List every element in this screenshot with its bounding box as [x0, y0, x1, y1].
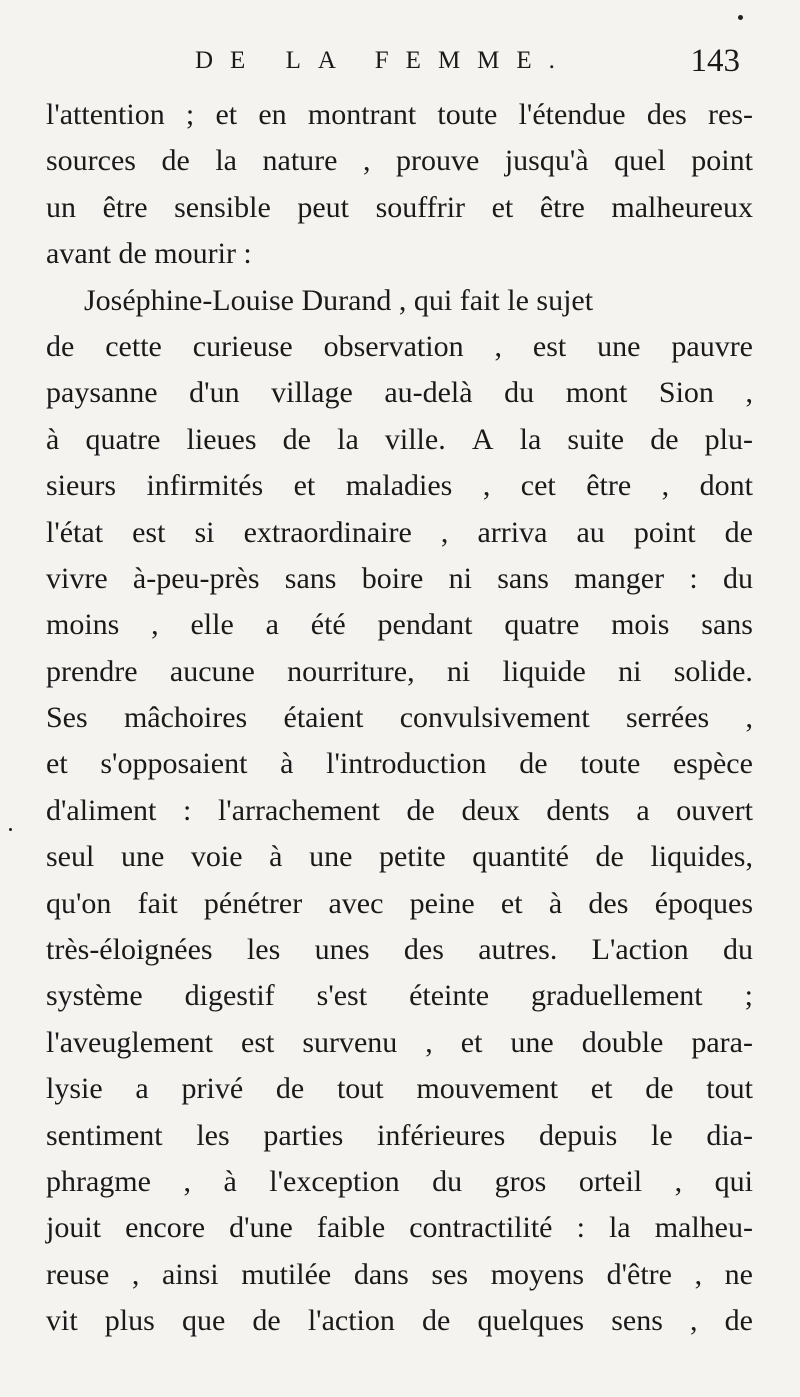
text-line: avant de mourir : — [46, 237, 252, 271]
text-line — [46, 741, 753, 787]
word: l'arrachement — [217, 793, 380, 827]
word: de — [724, 1304, 753, 1338]
word: gros — [494, 1164, 547, 1198]
word: dents — [546, 793, 610, 827]
word: parties — [263, 1118, 344, 1152]
word: jouit — [46, 1211, 102, 1245]
word: à-peu-près — [132, 561, 260, 595]
word: : — [689, 561, 698, 595]
word: de — [645, 1072, 674, 1106]
word: , — [690, 1304, 698, 1338]
word: malheu- — [654, 1211, 753, 1245]
word: sans — [284, 561, 337, 595]
text-line — [46, 1298, 753, 1344]
word: ville. — [384, 422, 446, 456]
word: ni — [618, 654, 642, 688]
word: que — [181, 1304, 226, 1338]
word: qu'on — [46, 886, 112, 920]
word: prouve — [396, 144, 480, 178]
word: dia- — [706, 1118, 753, 1152]
word: et — [590, 1072, 613, 1106]
word: prendre — [46, 654, 138, 688]
word: pénétrer — [203, 886, 303, 920]
word: quatre — [85, 422, 161, 456]
word: et — [293, 469, 316, 503]
word: nature — [262, 144, 338, 178]
word: , — [131, 1257, 140, 1291]
word: plu- — [704, 422, 753, 456]
word: , — [745, 376, 753, 410]
word: à — [269, 840, 283, 874]
word: quantité — [472, 840, 569, 874]
word: éteinte — [409, 979, 490, 1013]
word: , — [440, 515, 449, 549]
word: Sion — [658, 376, 714, 410]
word: peine — [409, 886, 475, 920]
word: qui — [714, 1164, 753, 1198]
word: s'opposaient — [100, 747, 248, 781]
word: , — [425, 1025, 433, 1059]
word: s'est — [316, 979, 368, 1013]
word: convulsivement — [399, 701, 590, 735]
word: quelques — [477, 1304, 585, 1338]
word: d'une — [229, 1211, 293, 1245]
word: contractilité — [409, 1211, 553, 1245]
word: solide. — [673, 654, 753, 688]
running-head: DE LA FEMME. — [195, 47, 572, 74]
word: a — [636, 793, 650, 827]
word: toute — [437, 98, 498, 131]
word: , — [694, 1257, 703, 1291]
word: mutilée — [241, 1257, 332, 1291]
word: de — [724, 515, 753, 549]
text-line — [46, 417, 753, 463]
word: du — [722, 933, 753, 967]
word: système — [46, 979, 143, 1013]
word: est — [241, 1025, 275, 1059]
word: , — [151, 608, 159, 642]
word: liquides, — [650, 840, 753, 874]
word: elle — [190, 608, 234, 642]
word: , — [183, 1164, 191, 1198]
word: la — [519, 422, 542, 456]
word: à — [548, 886, 563, 920]
word: de — [46, 329, 75, 363]
word: l'attention — [46, 98, 165, 131]
word: sieurs — [46, 469, 116, 503]
word: para- — [691, 1025, 753, 1059]
word: au-delà — [384, 376, 473, 410]
word: sentiment — [46, 1118, 163, 1152]
word: sensible — [174, 190, 271, 224]
word: et — [215, 98, 238, 131]
word: cet — [520, 469, 556, 503]
word: être — [586, 469, 632, 503]
word: du — [723, 561, 753, 595]
text-line — [46, 1159, 753, 1205]
word: quel — [614, 144, 666, 178]
word: mois — [611, 608, 670, 642]
word: la — [608, 1211, 631, 1245]
word: inférieures — [377, 1118, 506, 1152]
word: de — [519, 747, 548, 781]
text-line — [46, 788, 753, 834]
ink-speck — [9, 828, 12, 831]
text-line — [46, 370, 753, 416]
word: , — [745, 701, 753, 735]
word: survenu — [302, 1025, 398, 1059]
word: mâchoires — [123, 701, 248, 735]
word: le — [650, 1118, 673, 1152]
word: res- — [708, 98, 753, 131]
word: observation — [323, 329, 464, 363]
word: cette — [105, 329, 162, 363]
word: a — [265, 608, 279, 642]
ink-speck — [738, 15, 743, 20]
word: dans — [353, 1257, 409, 1291]
word: point — [633, 515, 696, 549]
word: dont — [699, 469, 753, 503]
word: et — [500, 886, 523, 920]
word: autres. — [478, 933, 558, 967]
word: de — [252, 1304, 281, 1338]
word: infirmités — [146, 469, 264, 503]
word: reuse — [46, 1257, 110, 1291]
word: ne — [724, 1257, 753, 1291]
word: sans — [701, 608, 753, 642]
word: ni — [446, 654, 471, 688]
word: souffrir — [375, 190, 466, 224]
text-line — [46, 973, 753, 1019]
word: et — [46, 747, 68, 781]
word: maladies — [345, 469, 453, 503]
word: une — [309, 840, 353, 874]
text-line — [46, 138, 753, 184]
word: être — [102, 190, 148, 224]
body-text — [46, 92, 753, 1345]
text-line — [46, 695, 753, 741]
word: pauvre — [671, 329, 753, 363]
text-line — [46, 185, 753, 231]
word: l'aveuglement — [46, 1025, 214, 1059]
word: au — [576, 515, 605, 549]
word: unes — [314, 933, 370, 967]
word: graduellement — [531, 979, 703, 1013]
word: moins — [46, 608, 120, 642]
word: phragme — [46, 1164, 151, 1198]
word: la — [215, 144, 237, 178]
word: un — [46, 190, 76, 224]
word: encore — [125, 1211, 206, 1245]
word: à — [280, 747, 294, 781]
word: : — [576, 1211, 585, 1245]
word: moyens — [490, 1257, 585, 1291]
text-line — [46, 1020, 753, 1066]
word: serrées — [625, 701, 710, 735]
word: faible — [316, 1211, 386, 1245]
word: liquide — [502, 654, 586, 688]
word: être — [539, 190, 585, 224]
word: sans — [497, 561, 549, 595]
text-line — [46, 1113, 753, 1159]
word: suite — [567, 422, 625, 456]
word: double — [581, 1025, 664, 1059]
word: privé — [181, 1072, 244, 1106]
word: à — [46, 422, 60, 456]
text-line — [46, 556, 753, 602]
word: depuis — [538, 1118, 618, 1152]
word: mouvement — [416, 1072, 559, 1106]
word: des — [646, 98, 687, 131]
word: vit — [46, 1304, 78, 1338]
word: à — [223, 1164, 237, 1198]
word: aucune — [169, 654, 255, 688]
word: point — [691, 144, 753, 178]
word: des — [403, 933, 444, 967]
text-line — [46, 92, 753, 138]
word: , — [661, 469, 670, 503]
word: ouvert — [676, 793, 753, 827]
text-line — [46, 510, 753, 556]
word: et — [491, 190, 514, 224]
word: digestif — [184, 979, 275, 1013]
word: seul — [46, 840, 95, 874]
word: petite — [379, 840, 446, 874]
word: village — [271, 376, 353, 410]
word: pendant — [377, 608, 473, 642]
word: orteil — [578, 1164, 643, 1198]
word: voie — [190, 840, 243, 874]
word: quatre — [504, 608, 580, 642]
word: deux — [461, 793, 520, 827]
word: sens — [611, 1304, 663, 1338]
word: une — [510, 1025, 554, 1059]
word: malheureux — [611, 190, 753, 224]
word: est — [132, 515, 166, 549]
word: d'être — [606, 1257, 672, 1291]
paragraph-start-line: Joséphine-Louise Durand , qui fait le sujet — [84, 283, 594, 317]
word: lieues — [186, 422, 257, 456]
word: de — [595, 840, 624, 874]
word: , — [363, 144, 371, 178]
word: vivre — [46, 561, 108, 595]
word: a — [135, 1072, 149, 1106]
word: les — [196, 1118, 230, 1152]
word: étaient — [283, 701, 364, 735]
word: L'action — [591, 933, 689, 967]
word: une — [597, 329, 641, 363]
word: , — [674, 1164, 683, 1198]
word: et — [460, 1025, 483, 1059]
word: l'état — [46, 515, 104, 549]
word: ni — [448, 561, 472, 595]
page-number: 143 — [690, 43, 740, 79]
text-line — [46, 1066, 753, 1112]
word: toute — [580, 747, 641, 781]
word: les — [246, 933, 281, 967]
word: nourriture, — [287, 654, 415, 688]
word: d'un — [189, 376, 240, 410]
word: de — [422, 1304, 451, 1338]
word: , — [482, 469, 491, 503]
word: une — [120, 840, 165, 874]
word: peut — [297, 190, 350, 224]
text-line — [46, 324, 753, 370]
word: du — [504, 376, 535, 410]
word: la — [337, 422, 359, 456]
word: extraordinaire — [243, 515, 412, 549]
word: montrant — [307, 98, 417, 131]
word: tout — [706, 1072, 753, 1106]
text-line — [46, 1205, 753, 1251]
word: lysie — [46, 1072, 103, 1106]
word: des — [588, 886, 629, 920]
word: jusqu'à — [504, 144, 589, 178]
word: l'étendue — [518, 98, 626, 131]
word: mont — [565, 376, 628, 410]
word: curieuse — [192, 329, 293, 363]
text-line — [46, 463, 753, 509]
word: : — [183, 793, 192, 827]
word: l'introduction — [326, 747, 487, 781]
word: Ses — [46, 701, 88, 735]
word: en — [258, 98, 287, 131]
text-line — [46, 602, 753, 648]
word: ses — [431, 1257, 469, 1291]
word: manger — [574, 561, 665, 595]
word: si — [194, 515, 215, 549]
word: fait — [137, 886, 178, 920]
word: très-éloignées — [46, 933, 213, 967]
word: A — [471, 422, 494, 456]
word: ; — [744, 979, 753, 1013]
text-line — [46, 1252, 753, 1298]
word: du — [432, 1164, 463, 1198]
text-line — [46, 649, 753, 695]
word: espèce — [672, 747, 753, 781]
word: de — [161, 144, 190, 178]
word: de — [406, 793, 435, 827]
word: l'action — [307, 1304, 395, 1338]
text-line — [46, 834, 753, 880]
word: plus — [104, 1304, 155, 1338]
word: d'aliment — [46, 793, 157, 827]
word: ; — [185, 98, 195, 131]
word: boire — [361, 561, 424, 595]
word: ainsi — [161, 1257, 219, 1291]
word: arriva — [477, 515, 548, 549]
word: de — [282, 422, 311, 456]
word: de — [650, 422, 679, 456]
word: avec — [328, 886, 384, 920]
page-header — [195, 40, 740, 82]
word: été — [310, 608, 346, 642]
text-line — [46, 927, 753, 973]
text-line — [46, 881, 753, 927]
word: , — [494, 329, 502, 363]
word: paysanne — [46, 376, 158, 410]
word: l'exception — [269, 1164, 400, 1198]
word: est — [532, 329, 567, 363]
word: époques — [654, 886, 753, 920]
word: tout — [336, 1072, 384, 1106]
word: sources — [46, 144, 136, 178]
word: de — [275, 1072, 305, 1106]
